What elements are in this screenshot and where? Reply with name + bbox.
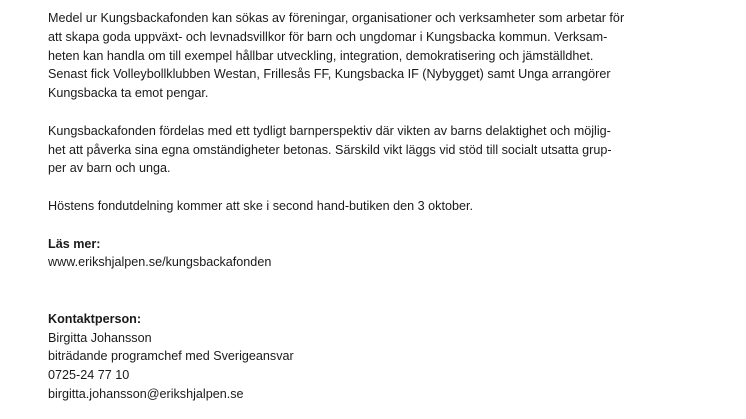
read-more-link[interactable]: www.erikshjalpen.se/kungsbackafonden bbox=[48, 255, 272, 270]
spacer bbox=[48, 178, 648, 197]
text-line: het att påverka sina egna omständigheter betonas. Särskild vikt läggs vid stöd till socialt utsatta grup- bbox=[48, 142, 612, 157]
article-body bbox=[48, 9, 648, 404]
paragraph-distribution-date bbox=[48, 197, 648, 216]
contact-phone[interactable]: 0725-24 77 10 bbox=[48, 368, 130, 383]
spacer bbox=[48, 103, 648, 122]
contact-label: Kontaktperson: bbox=[48, 311, 142, 326]
contact-title: biträdande programchef med Sverigeansvar bbox=[48, 349, 294, 364]
spacer bbox=[48, 272, 648, 310]
paragraph-fund-description bbox=[48, 9, 648, 103]
text-line: Höstens fondutdelning kommer att ske i second hand-butiken den 3 oktober. bbox=[48, 198, 473, 213]
contact-section bbox=[48, 310, 648, 404]
text-line: per av barn och unga. bbox=[48, 161, 171, 176]
text-line: Senast fick Volleybollklubben Westan, Frillesås FF, Kungsbacka IF (Nybygget) samt Unga arrangörer bbox=[48, 67, 611, 82]
read-more-label: Läs mer: bbox=[48, 236, 101, 251]
text-line: att skapa goda uppväxt- och levnadsvillkor för barn och ungdomar i Kungsbacka kommun. Verksam- bbox=[48, 29, 608, 44]
text-line: Kungsbacka ta emot pengar. bbox=[48, 86, 209, 101]
read-more-section bbox=[48, 235, 648, 273]
text-line: heten kan handla om till exempel hållbar utveckling, integration, demokratisering och jämställdhet. bbox=[48, 48, 594, 63]
paragraph-child-perspective bbox=[48, 122, 648, 178]
text-line: Medel ur Kungsbackafonden kan sökas av föreningar, organisationer och verksamheter som arbetar för bbox=[48, 11, 625, 25]
contact-email-link[interactable]: birgitta.johansson@erikshjalpen.se bbox=[48, 386, 244, 401]
spacer bbox=[48, 216, 648, 235]
contact-name: Birgitta Johansson bbox=[48, 330, 152, 345]
text-line: Kungsbackafonden fördelas med ett tydligt barnperspektiv där vikten av barns delaktighet och möjlig- bbox=[48, 123, 611, 138]
